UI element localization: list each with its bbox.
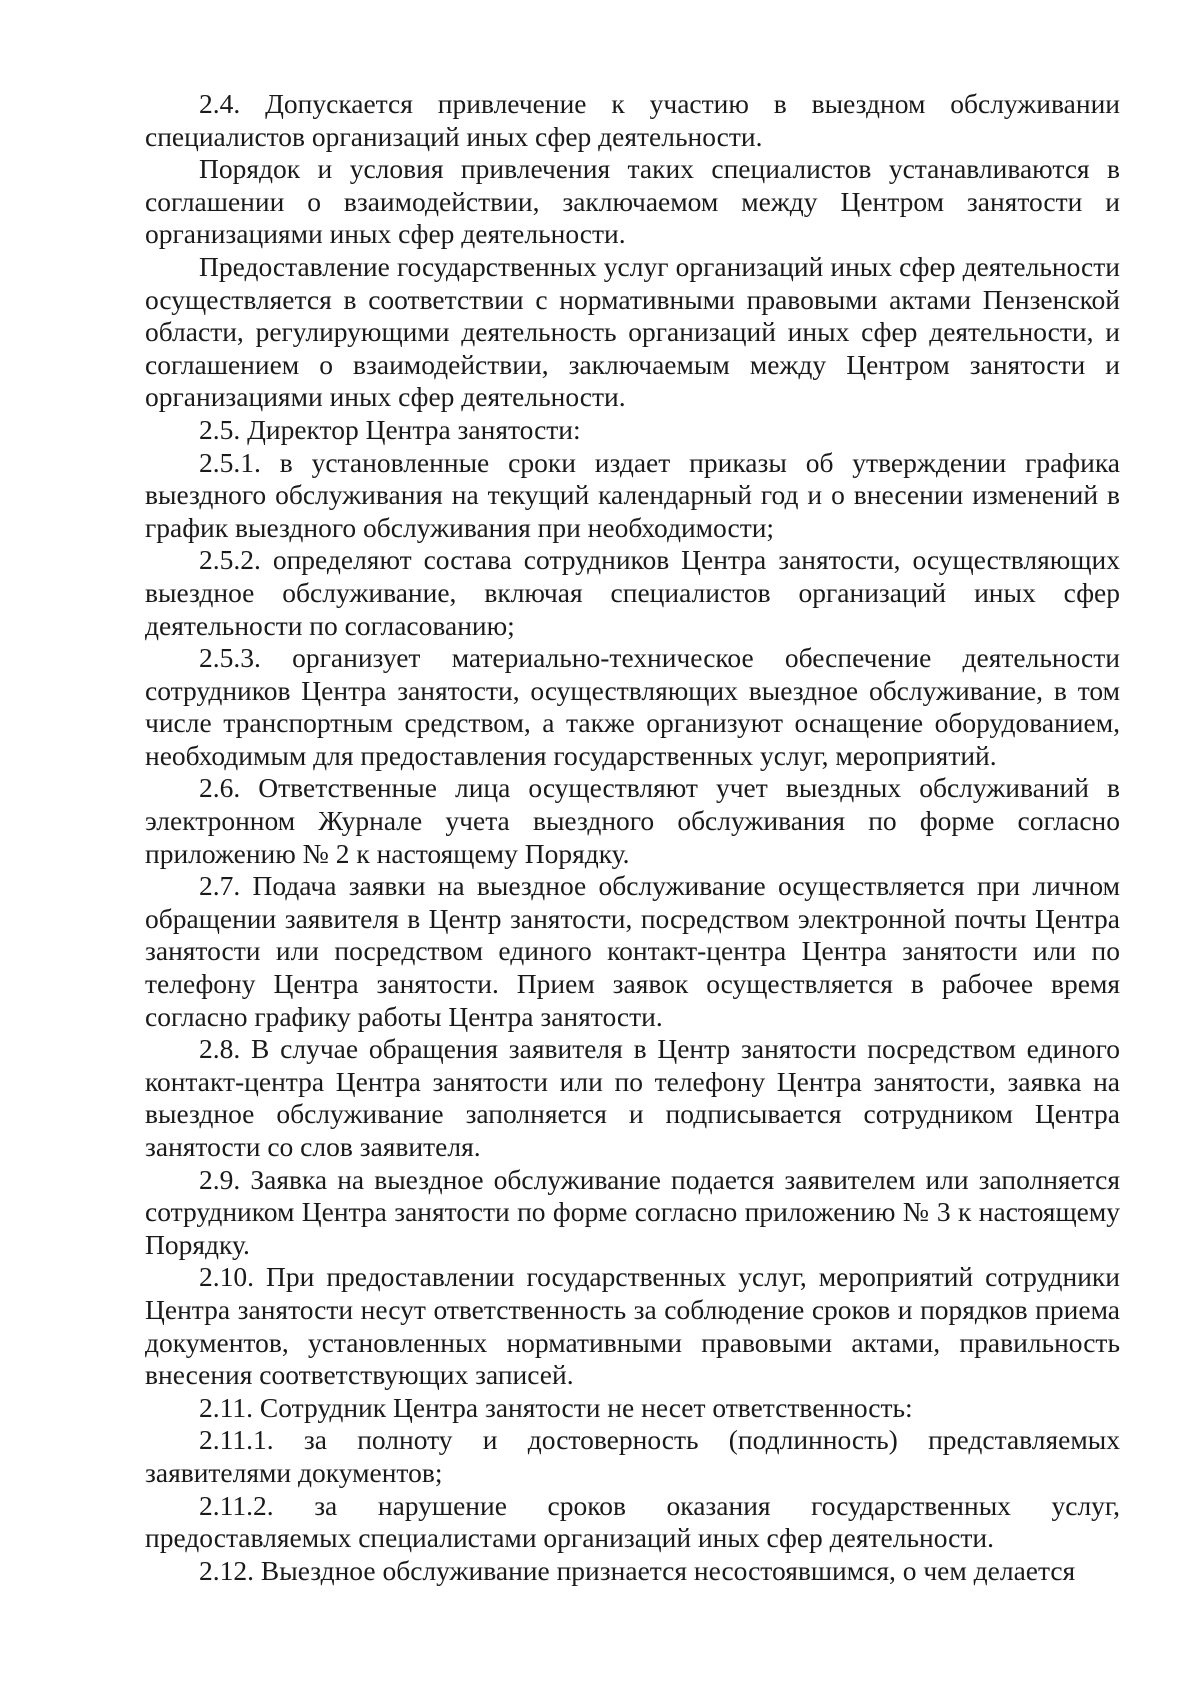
paragraph-2-4: 2.4. Допускается привлечение к участию в выездном обслуживании специалистов организаций иных сфер деятельности.: [145, 88, 1120, 152]
paragraph-2-5-3: 2.5.3. организует материально-техническое обеспечение деятельности сотрудников Центра занятости, осуществляющих выездное обслуживание, в том числе транспортным средством, а также организуют оснащение оборудованием, необходимым для предоставления государственных услуг, мероприятий.: [145, 642, 1120, 771]
paragraph-2-10: 2.10. При предоставлении государственных услуг, мероприятий сотрудники Центра занятости несут ответственность за соблюдение сроков и порядков приема документов, установленных нормативными правовыми актами, правильность внесения соответствующих записей.: [145, 1261, 1120, 1391]
paragraph-2-5-1: 2.5.1. в установленные сроки издает приказы об утверждении графика выездного обслуживания на текущий календарный год и о внесении изменений в график выездного обслуживания при необходимости;: [145, 446, 1120, 543]
paragraph-2-7: 2.7. Подача заявки на выездное обслуживание осуществляется при личном обращении заявителя в Центр занятости, посредством электронной почты Центра занятости или посредством единого контакт-центра Центра занятости или по телефону Центра занятости. Прием заявок осуществляется в рабочее время согласно графику работы Центра занятости.: [145, 870, 1120, 1032]
paragraph-services-provision: Предоставление государственных услуг организаций иных сфер деятельности осуществляется в соответствии с нормативными правовыми актами Пензенской области, регулирующими деятельность организаций иных сфер деятельности, и соглашением о взаимодействии, заключаемым между Центром занятости и организациями иных сфер деятельности.: [145, 250, 1120, 413]
paragraph-2-9: 2.9. Заявка на выездное обслуживание подается заявителем или заполняется сотрудником Центра занятости по форме согласно приложению № 3 к настоящему Порядку.: [145, 1163, 1120, 1260]
document-page: [145, 88, 1120, 1587]
paragraph-2-11-2: 2.11.2. за нарушение сроков оказания государственных услуг, предоставляемых специалистами организаций иных сфер деятельности.: [145, 1489, 1120, 1554]
paragraph-2-8: 2.8. В случае обращения заявителя в Центр занятости посредством единого контакт-центра Центра занятости или по телефону Центра занятости, заявка на выездное обслуживание заполняется и подписывается сотрудником Центра занятости со слов заявителя.: [145, 1033, 1120, 1162]
paragraph-2-12: 2.12. Выездное обслуживание признается несостоявшимся, о чем делается: [199, 1554, 1076, 1586]
paragraph-2-11: 2.11. Сотрудник Центра занятости не несет ответственность:: [199, 1391, 913, 1423]
paragraph-2-5-2: 2.5.2. определяют состава сотрудников Центра занятости, осуществляющих выездное обслуживание, включая специалистов организаций иных сфер деятельности по согласованию;: [145, 544, 1120, 641]
paragraph-2-6: 2.6. Ответственные лица осуществляют учет выездных обслуживаний в электронном Журнале учета выездного обслуживания по форме согласно приложению № 2 к настоящему Порядку.: [145, 772, 1120, 869]
paragraph-specialists-order: Порядок и условия привлечения таких специалистов устанавливаются в соглашении о взаимодействии, заключаемом между Центром занятости и организациями иных сфер деятельности.: [145, 153, 1120, 250]
paragraph-2-5: 2.5. Директор Центра занятости:: [199, 413, 581, 445]
paragraph-2-11-1: 2.11.1. за полноту и достоверность (подлинность) представляемых заявителями документов;: [145, 1424, 1120, 1488]
